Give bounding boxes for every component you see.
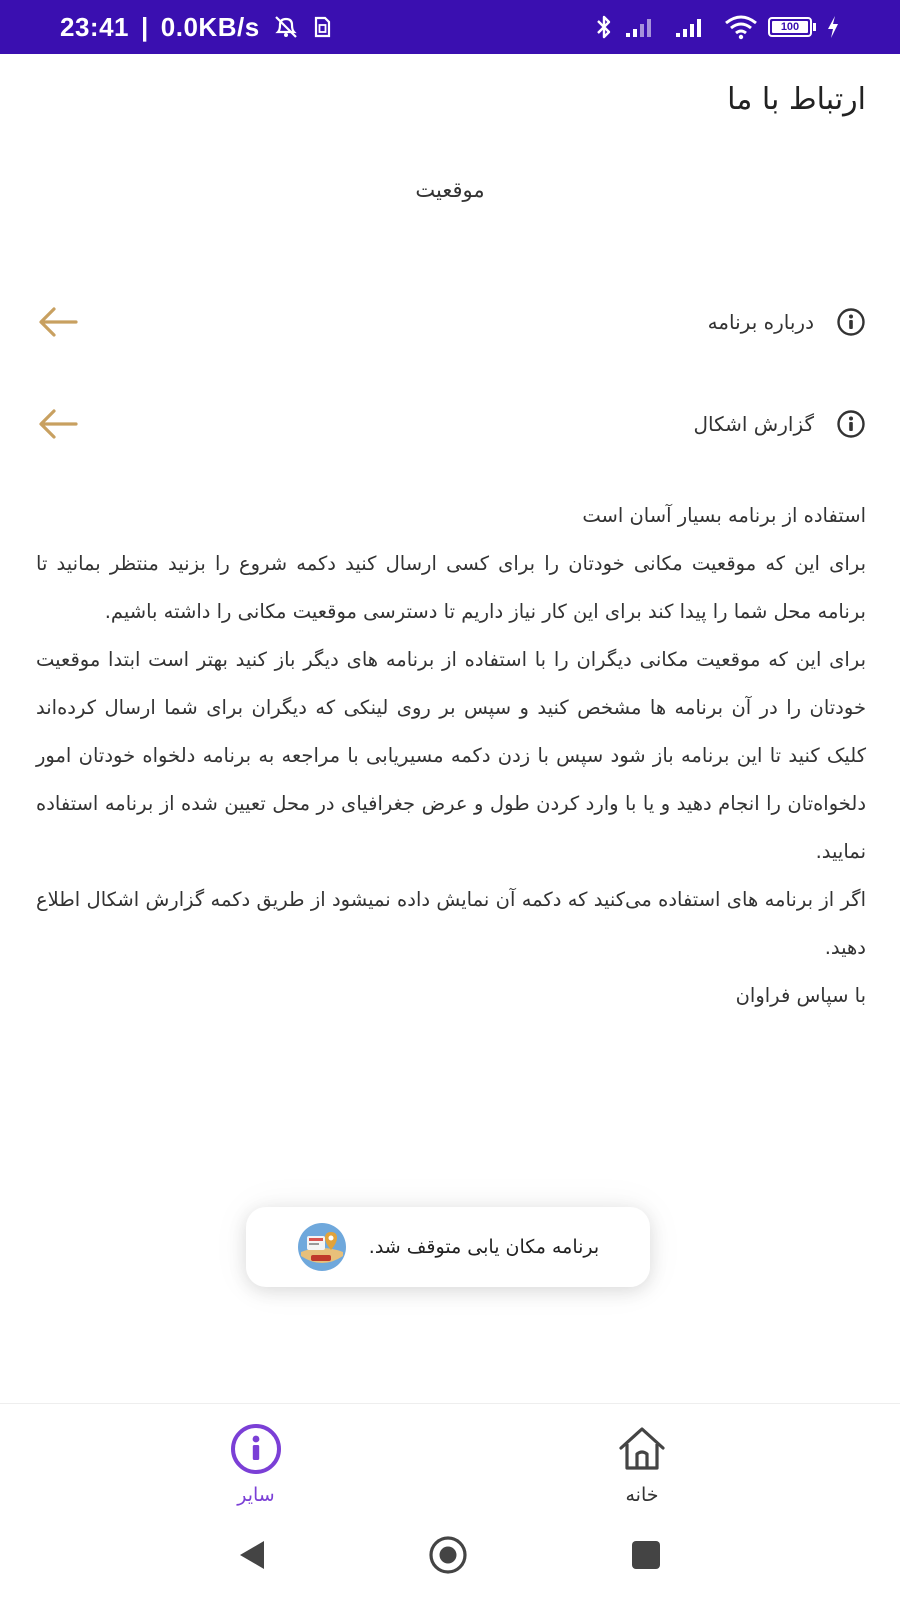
nav-home-label: خانه — [625, 1484, 659, 1506]
help-text — [36, 492, 866, 1020]
network-speed: 0.0KB/s — [160, 11, 260, 42]
menu-item-label: درباره برنامه — [707, 310, 814, 334]
bottom-navigation — [0, 1403, 900, 1514]
muted-alarm-icon — [272, 14, 300, 40]
nav-other-label: سایر — [237, 1484, 275, 1506]
menu-item-report-issue[interactable] — [36, 394, 866, 454]
help-paragraph: برای این که موقعیت مکانی خودتان را برای کسی ارسال کنید دکمه شروع را بزنید منتظر بمانید تا برنامه محل شما را پیدا کند برای این کار نیاز داریم تا دسترسی موقعیت مکانی را داشته باشیم. — [36, 552, 866, 623]
battery-icon — [768, 17, 816, 37]
signal-icon-2 — [674, 15, 714, 39]
menu-item-label: گزارش اشکال — [693, 412, 814, 436]
charging-icon — [826, 15, 840, 39]
status-separator: | — [141, 11, 149, 42]
wifi-icon — [724, 14, 758, 40]
arrow-left-icon — [36, 304, 80, 340]
back-icon[interactable] — [232, 1535, 272, 1575]
home-button-icon[interactable] — [428, 1535, 468, 1575]
help-paragraph: با سپاس فراوان — [735, 984, 866, 1007]
status-time: 23:41 — [60, 11, 129, 42]
bluetooth-icon — [594, 13, 614, 41]
menu-item-about[interactable] — [36, 292, 866, 352]
home-icon — [615, 1422, 669, 1476]
status-bar-left — [60, 12, 332, 43]
signal-icon — [624, 15, 664, 39]
app-icon — [297, 1222, 347, 1272]
status-bar-right — [594, 13, 840, 41]
toast-notification — [246, 1207, 650, 1287]
help-paragraph: استفاده از برنامه بسیار آسان است — [582, 504, 866, 527]
recent-apps-icon[interactable] — [626, 1535, 666, 1575]
system-navigation-bar — [0, 1513, 900, 1600]
help-paragraph: اگر از برنامه های استفاده می‌کنید که دکمه آن نمایش داده نمیشود از طریق دکمه گزارش اشکال اطلاع دهید. — [36, 888, 866, 959]
info-icon — [229, 1422, 283, 1476]
info-icon — [836, 409, 866, 439]
toast-message: برنامه مکان یابی متوقف شد. — [368, 1236, 600, 1258]
help-paragraph: برای این که موقعیت مکانی دیگران را با استفاده از برنامه های دیگر باز کنید بهتر است ابتدا موقعیت خودتان را در آن برنامه ها مشخص کنید و سپس بر روی لینکی که دیگران برای شما ارسال کرده‌اند کلیک کنید تا این برنامه باز شود سپس با زدن دکمه مسیریابی با مراجعه به برنامه دلخواه خودتان امور دلخواه‌تان را انجام دهید و یا با وارد کردن طول و عرض جغرافیای در محل تعیین شده از برنامه استفاده نمایید. — [36, 648, 866, 863]
section-title: موقعیت — [415, 178, 485, 202]
sim-icon — [312, 15, 332, 39]
page-title: ارتباط با ما — [727, 82, 866, 117]
nav-other[interactable] — [196, 1422, 316, 1506]
battery-level: 100 — [772, 21, 808, 33]
arrow-left-icon — [36, 406, 80, 442]
nav-home[interactable] — [582, 1422, 702, 1506]
status-bar — [0, 0, 900, 54]
info-icon — [836, 307, 866, 337]
